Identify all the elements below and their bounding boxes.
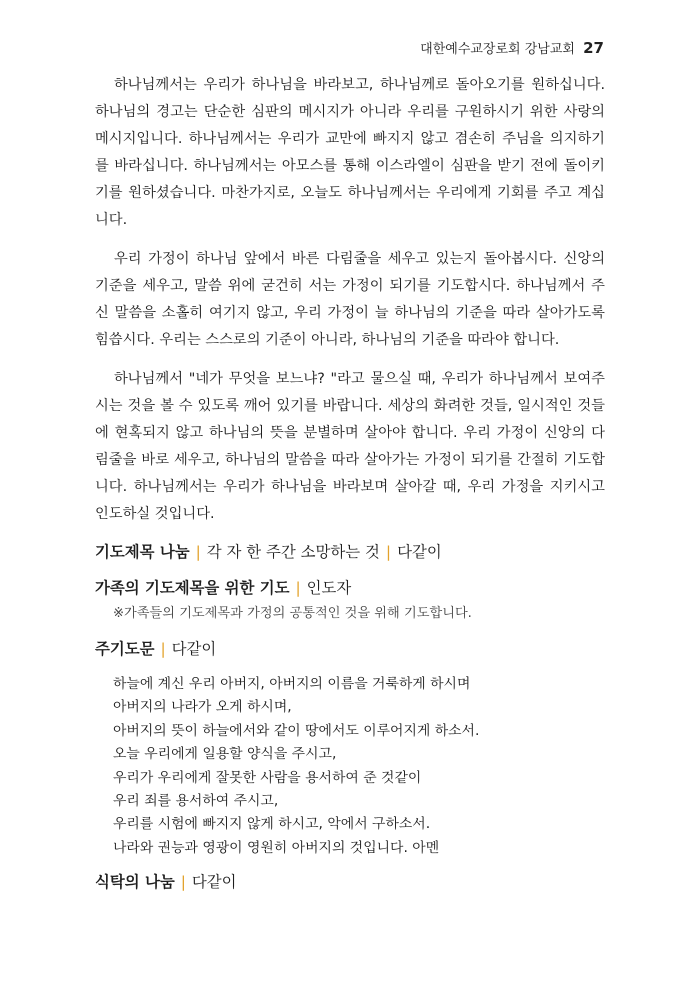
separator-bar: |	[195, 543, 201, 561]
table-sharing-who: 다같이	[191, 873, 237, 892]
family-prayer-note: ※가족들의 기도제목과 가정의 공통적인 것을 위해 기도합니다.	[113, 606, 472, 621]
prayer-line: 오늘 우리에게 일용할 양식을 주시고,	[113, 746, 337, 763]
table-sharing-heading	[95, 870, 605, 892]
lords-prayer-text	[113, 673, 605, 860]
paragraph-1: 하나님께서는 우리가 하나님을 바라보고, 하나님께로 돌아오기를 원하십니다. 하나님의 경고는 단순한 심판의 메시지가 아니라 우리를 구원하시기 위한 사랑의 메시지입니다. 하나님께서는 우리가 교만에 빠지지 않고 겸손히 주님을 의지하기를 바라십니다. 하나님께서는 아모스를 통해 이스라엘이 심판을 받기 전에 돌이키기를 원하셨습니다. 마찬가지로, 오늘도 하나님께서는 우리에게 기회를 주고 계십니다.	[95, 77, 605, 228]
church-name: 대한예수교장로회 강남교회	[420, 42, 575, 57]
separator-bar: |	[385, 543, 392, 561]
paragraph-2: 우리 가정이 하나님 앞에서 바른 다림줄을 세우고 있는지 돌아봅시다. 신앙의 기준을 세우고, 말씀 위에 굳건히 서는 가정이 되기를 기도합시다. 하나님께서 주신 말씀을 소홀히 여기지 않고, 우리 가정이 늘 하나님의 기준을 따라 살아가도록 힘씁시다. 우리는 스스로의 기준이 아니라, 하나님의 기준을 따라야 합니다.	[95, 251, 605, 348]
paragraph-3: 하나님께서 "네가 무엇을 보느냐? "라고 물으실 때, 우리가 하나님께서 보여주시는 것을 볼 수 있도록 깨어 있기를 바랍니다. 세상의 화려한 것들, 일시적인 것들에 현혹되지 않고 하나님의 뜻을 분별하며 살아야 합니다. 우리 가정이 신앙의 다림줄을 바로 세우고, 하나님의 말씀을 따라 살아가는 가정이 되기를 간절히 기도합니다. 하나님께서는 우리가 하나님을 바라보며 살아갈 때, 우리 가정을 지키시고 인도하실 것입니다.	[95, 371, 605, 522]
prayer-line: 나라와 권능과 영광이 영원히 아버지의 것입니다. 아멘	[113, 839, 440, 856]
separator-bar: |	[295, 579, 301, 597]
lords-prayer-title: 주기도문	[95, 640, 155, 658]
lords-prayer-who: 다같이	[171, 640, 217, 658]
page-content	[95, 72, 605, 892]
prayer-topic-heading	[95, 540, 605, 562]
separator-bar: |	[160, 640, 166, 658]
page-number: 27	[583, 39, 604, 57]
prayer-topic-who: 다같이	[397, 543, 442, 561]
prayer-line: 하늘에 계신 우리 아버지, 아버지의 이름을 거룩하게 하시며	[113, 676, 471, 692]
prayer-line: 우리 죄를 용서하여 주시고,	[113, 793, 279, 810]
page-header	[420, 38, 604, 57]
prayer-line: 아버지의 뜻이 하늘에서와 같이 땅에서도 이루어지게 하소서.	[113, 722, 480, 739]
prayer-topic-title: 기도제목 나눔	[95, 543, 190, 561]
separator-bar: |	[180, 873, 186, 892]
family-prayer-who: 인도자	[306, 579, 352, 597]
prayer-topic-desc: 각 자 한 주간 소망하는 것	[206, 543, 380, 561]
prayer-line: 우리를 시험에 빠지지 않게 하시고, 악에서 구하소서.	[113, 816, 431, 833]
family-prayer-heading	[95, 576, 605, 598]
prayer-line: 우리가 우리에게 잘못한 사람을 용서하여 준 것같이	[113, 769, 422, 786]
prayer-line: 아버지의 나라가 오게 하시며,	[113, 699, 292, 716]
lords-prayer-heading	[95, 637, 605, 659]
table-sharing-title: 식탁의 나눔	[95, 873, 175, 892]
family-prayer-title: 가족의 기도제목을 위한 기도	[95, 579, 290, 597]
